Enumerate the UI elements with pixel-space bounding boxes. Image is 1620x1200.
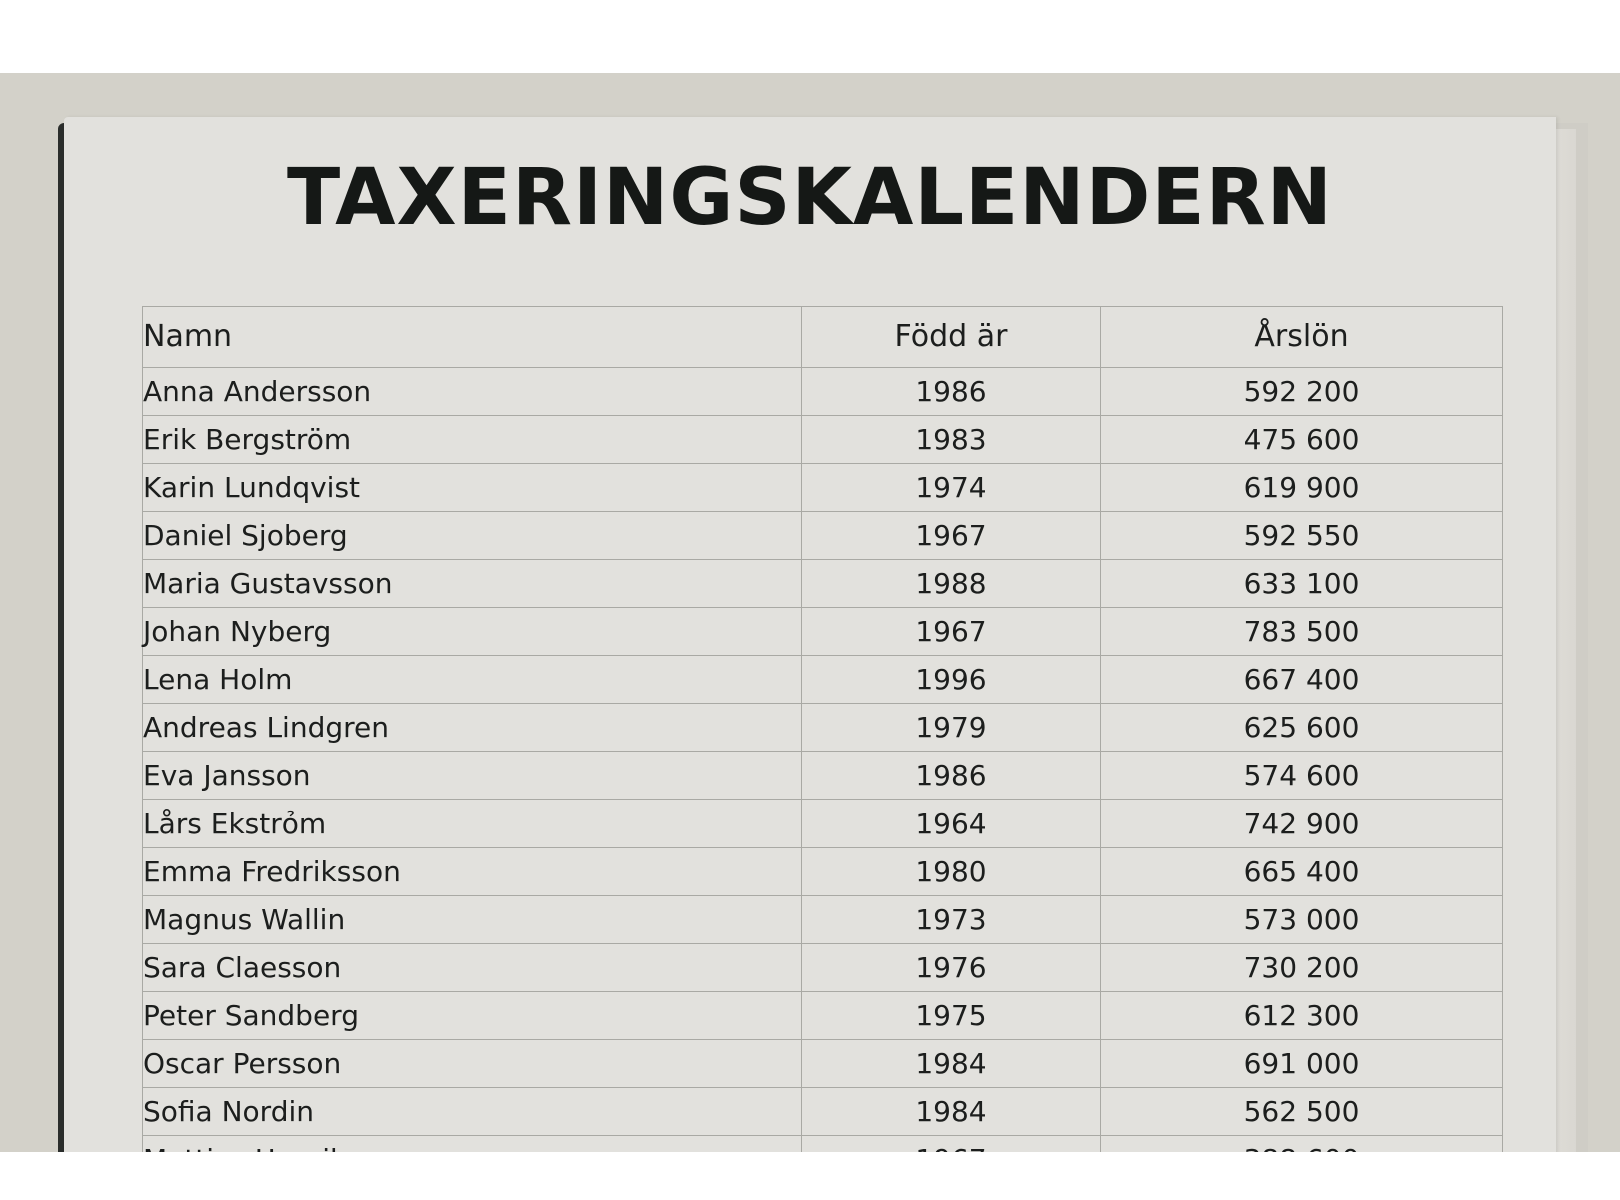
row-name: Magnus Wallin — [143, 896, 802, 944]
row-salary: 667 400 — [1101, 656, 1503, 704]
row-name: Sofia Nordin — [143, 1088, 802, 1136]
tax-calendar-table — [142, 306, 1503, 1195]
row-name: Eva Jansson — [143, 752, 802, 800]
row-name: Lena Holm — [143, 656, 802, 704]
table-row — [143, 1088, 1503, 1136]
bottom-white-band — [0, 1152, 1620, 1200]
row-salary: 573 000 — [1101, 896, 1503, 944]
row-salary: 665 400 — [1101, 848, 1503, 896]
table-row — [143, 368, 1503, 416]
row-salary: 625 600 — [1101, 704, 1503, 752]
photo-background — [0, 73, 1620, 1152]
table-row — [143, 896, 1503, 944]
row-name: Oscar Persson — [143, 1040, 802, 1088]
table-row — [143, 752, 1503, 800]
document-page — [64, 117, 1556, 1167]
table-row — [143, 512, 1503, 560]
row-born-year: 1984 — [802, 1040, 1101, 1088]
table-row — [143, 800, 1503, 848]
row-born-year: 1988 — [802, 560, 1101, 608]
row-born-year: 1976 — [802, 944, 1101, 992]
row-name: Maria Gustavsson — [143, 560, 802, 608]
document-title: TAXERINGSKALENDERN — [287, 153, 1333, 243]
table-row — [143, 704, 1503, 752]
row-name: Johan Nyberg — [143, 608, 802, 656]
table-row — [143, 560, 1503, 608]
row-salary: 619 900 — [1101, 464, 1503, 512]
row-born-year: 1986 — [802, 752, 1101, 800]
row-name: Peter Sandberg — [143, 992, 802, 1040]
row-born-year: 1996 — [802, 656, 1101, 704]
row-salary: 730 200 — [1101, 944, 1503, 992]
table-row — [143, 656, 1503, 704]
table-row — [143, 944, 1503, 992]
row-salary: 742 900 — [1101, 800, 1503, 848]
column-header-born: Född är — [802, 307, 1101, 368]
row-born-year: 1964 — [802, 800, 1101, 848]
table-row — [143, 1040, 1503, 1088]
table-row — [143, 608, 1503, 656]
row-born-year: 1973 — [802, 896, 1101, 944]
row-born-year: 1979 — [802, 704, 1101, 752]
row-name: Erik Bergström — [143, 416, 802, 464]
table-row — [143, 416, 1503, 464]
row-salary: 612 300 — [1101, 992, 1503, 1040]
row-born-year: 1974 — [802, 464, 1101, 512]
row-born-year: 1980 — [802, 848, 1101, 896]
row-name: Anna Andersson — [143, 368, 802, 416]
row-salary: 633 100 — [1101, 560, 1503, 608]
row-name: Sara Claesson — [143, 944, 802, 992]
row-born-year: 1967 — [802, 512, 1101, 560]
row-salary: 475 600 — [1101, 416, 1503, 464]
row-name: Lårs Ekstrỏm — [143, 800, 802, 848]
row-born-year: 1983 — [802, 416, 1101, 464]
row-salary: 592 200 — [1101, 368, 1503, 416]
table-header-row — [143, 307, 1503, 368]
column-header-name: Namn — [143, 307, 802, 368]
row-born-year: 1975 — [802, 992, 1101, 1040]
table-row — [143, 992, 1503, 1040]
row-born-year: 1984 — [802, 1088, 1101, 1136]
row-salary: 691 000 — [1101, 1040, 1503, 1088]
row-name: Andreas Lindgren — [143, 704, 802, 752]
row-salary: 783 500 — [1101, 608, 1503, 656]
row-name: Karin Lundqvist — [143, 464, 802, 512]
table-row — [143, 464, 1503, 512]
row-born-year: 1986 — [802, 368, 1101, 416]
row-name: Daniel Sjoberg — [143, 512, 802, 560]
row-born-year: 1967 — [802, 608, 1101, 656]
row-name: Emma Fredriksson — [143, 848, 802, 896]
column-header-salary: Årslön — [1101, 307, 1503, 368]
table-row — [143, 848, 1503, 896]
row-salary: 562 500 — [1101, 1088, 1503, 1136]
row-salary: 574 600 — [1101, 752, 1503, 800]
row-salary: 592 550 — [1101, 512, 1503, 560]
